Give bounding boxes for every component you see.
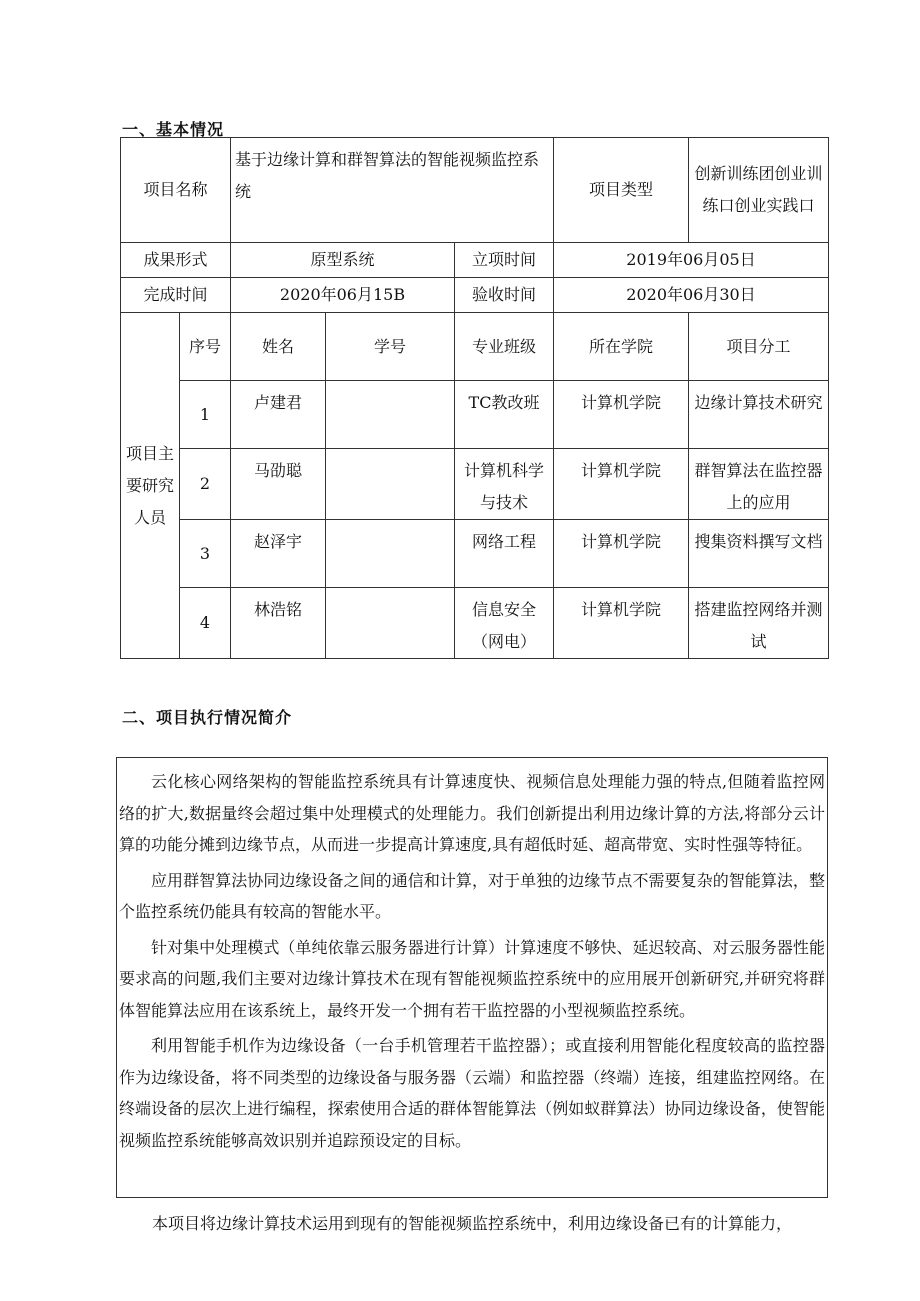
member-major: TC教改班 (455, 381, 554, 449)
member-college: 计算机学院 (554, 381, 689, 449)
header-no: 序号 (180, 313, 231, 381)
header-name: 姓名 (231, 313, 326, 381)
member-role: 搭建监控网络并测试 (689, 588, 829, 659)
result-form-label: 成果形式 (121, 243, 231, 278)
accept-time-value: 2020年06月30日 (554, 278, 829, 313)
member-no: 2 (180, 449, 231, 520)
member-student-id (326, 588, 455, 659)
summary-paragraph: 应用群智算法协同边缘设备之间的通信和计算，对于单独的边缘节点不需要复杂的智能算法，整个监控系统仍能具有较高的智能水平。 (119, 870, 825, 921)
section-1-heading: 一、基本情况 (122, 120, 225, 139)
member-role: 边缘计算技术研究 (689, 381, 829, 449)
basic-info-table (120, 137, 829, 659)
finish-time-value: 2020年06月15B (231, 278, 455, 313)
member-college: 计算机学院 (554, 449, 689, 520)
table-row (121, 381, 829, 449)
header-role: 项目分工 (689, 313, 829, 381)
member-student-id (326, 449, 455, 520)
project-name-value: 基于边缘计算和群智算法的智能视频监控系统 (231, 138, 554, 243)
project-type-label: 项目类型 (554, 138, 689, 243)
header-student-id: 学号 (326, 313, 455, 381)
member-college: 计算机学院 (554, 520, 689, 588)
member-role: 群智算法在监控器上的应用 (689, 449, 829, 520)
project-type-value: 创新训练团创业训练口创业实践口 (689, 138, 829, 243)
summary-paragraph: 针对集中处理模式（单纯依靠云服务器进行计算）计算速度不够快、延迟较高、对云服务器性能要求高的问题,我们主要对边缘计算技术在现有智能视频监控系统中的应用展开创新研究,并研究将群体智能算法应用在该系统上，最终开发一个拥有若干监控器的小型视频监控系统。 (119, 937, 825, 1020)
member-major: 信息安全（网电） (455, 588, 554, 659)
member-major: 网络工程 (455, 520, 554, 588)
table-row (121, 588, 829, 659)
member-name: 卢建君 (231, 381, 326, 449)
start-time-value: 2019年06月05日 (554, 243, 829, 278)
summary-paragraph: 云化核心网络架构的智能监控系统具有计算速度快、视频信息处理能力强的特点,但随着监控网络的扩大,数据量终会超过集中处理模式的处理能力。我们创新提出利用边缘计算的方法,将部分云计算的功能分摊到边缘节点，从而进一步提高计算速度,具有超低时延、超高带宽、实时性强等特征。 (119, 772, 825, 854)
header-major: 专业班级 (455, 313, 554, 381)
section-2-heading: 二、项目执行情况简介 (122, 708, 293, 727)
start-time-label: 立项时间 (455, 243, 554, 278)
accept-time-label: 验收时间 (455, 278, 554, 313)
member-no: 3 (180, 520, 231, 588)
members-label: 项目主要研究人员 (121, 313, 180, 659)
project-name-label: 项目名称 (121, 138, 231, 243)
member-no: 4 (180, 588, 231, 659)
finish-time-label: 完成时间 (121, 278, 231, 313)
member-name: 赵泽宇 (231, 520, 326, 588)
header-college: 所在学院 (554, 313, 689, 381)
member-name: 林浩铭 (231, 588, 326, 659)
member-major: 计算机科学与技术 (455, 449, 554, 520)
member-student-id (326, 381, 455, 449)
table-row (121, 520, 829, 588)
continuation-paragraph: 本项目将边缘计算技术运用到现有的智能视频监控系统中，利用边缘设备已有的计算能力， (152, 1214, 793, 1233)
member-role: 搜集资料撰写文档 (689, 520, 829, 588)
member-no: 1 (180, 381, 231, 449)
summary-paragraph: 利用智能手机作为边缘设备（一台手机管理若干监控器）；或直接利用智能化程度较高的监控器作为边缘设备，将不同类型的边缘设备与服务器（云端）和监控器（终端）连接，组建监控网络。在终端设备的层次上进行编程，探索使用合适的群体智能算法（例如蚁群算法）协同边缘设备，使智能视频监控系统能够高效识别并追踪预设定的目标。 (119, 1036, 825, 1150)
result-form-value: 原型系统 (231, 243, 455, 278)
member-student-id (326, 520, 455, 588)
member-name: 马劭聪 (231, 449, 326, 520)
table-row (121, 449, 829, 520)
execution-summary-box (116, 757, 828, 1198)
member-college: 计算机学院 (554, 588, 689, 659)
